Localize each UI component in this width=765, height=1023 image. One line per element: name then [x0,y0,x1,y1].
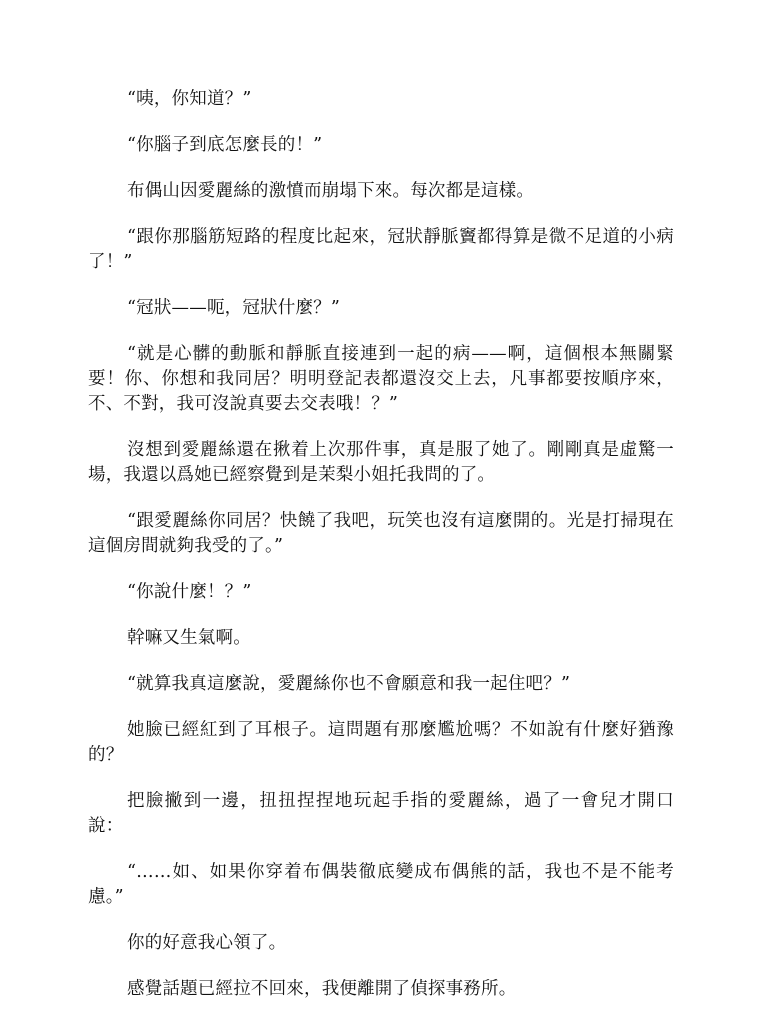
paragraph: 把臉撇到一邊，扭扭捏捏地玩起手指的愛麗絲，過了一會兒才開口說： [88,791,674,836]
paragraph: “冠狀——呃，冠狀什麼？” [127,298,340,318]
paragraph: “你說什麼！？” [127,582,252,602]
body-text [88,87,674,1023]
paragraph: “跟愛麗絲你同居？快饒了我吧，玩笑也沒有這麼開的。光是打掃現在這個房間就夠我受的了。” [88,511,674,556]
paragraph: 她臉已經紅到了耳根子。這問題有那麼尷尬嗎？不如說有什麼好猶豫的？ [88,720,674,765]
paragraph: “咦，你知道？” [127,89,252,109]
paragraph: “就算我真這麼說，愛麗絲你也不會願意和我一起住吧？” [127,674,571,694]
paragraph: “……如、如果你穿着布偶裝徹底變成布偶熊的話，我也不是不能考慮。” [88,862,674,907]
paragraph: “就是心髒的動脈和靜脈直接連到一起的病——啊，這個根本無關緊要！你、你想和我同居？明明登記表都還沒交上去，凡事都要按順序來，不、不對，我可沒說真要去交表哦！？” [88,344,674,414]
paragraph: 布偶山因愛麗絲的激憤而崩塌下來。每次都是這樣。 [127,181,535,201]
paragraph: 幹嘛又生氣啊。 [127,628,251,648]
paragraph: 感覺話題已經拉不回來，我便離開了偵探事務所。 [127,979,517,999]
paragraph: 沒想到愛麗絲還在揪着上次那件事，真是服了她了。剛剛真是虛驚一場，我還以爲她已經察覺到是茉梨小姐托我問的了。 [88,440,674,485]
paragraph: 你的好意我心領了。 [127,933,287,953]
paragraph: “你腦子到底怎麼長的！” [127,135,323,155]
paragraph: “跟你那腦筋短路的程度比起來，冠狀靜脈竇都得算是微不足道的小病了！” [88,227,674,272]
